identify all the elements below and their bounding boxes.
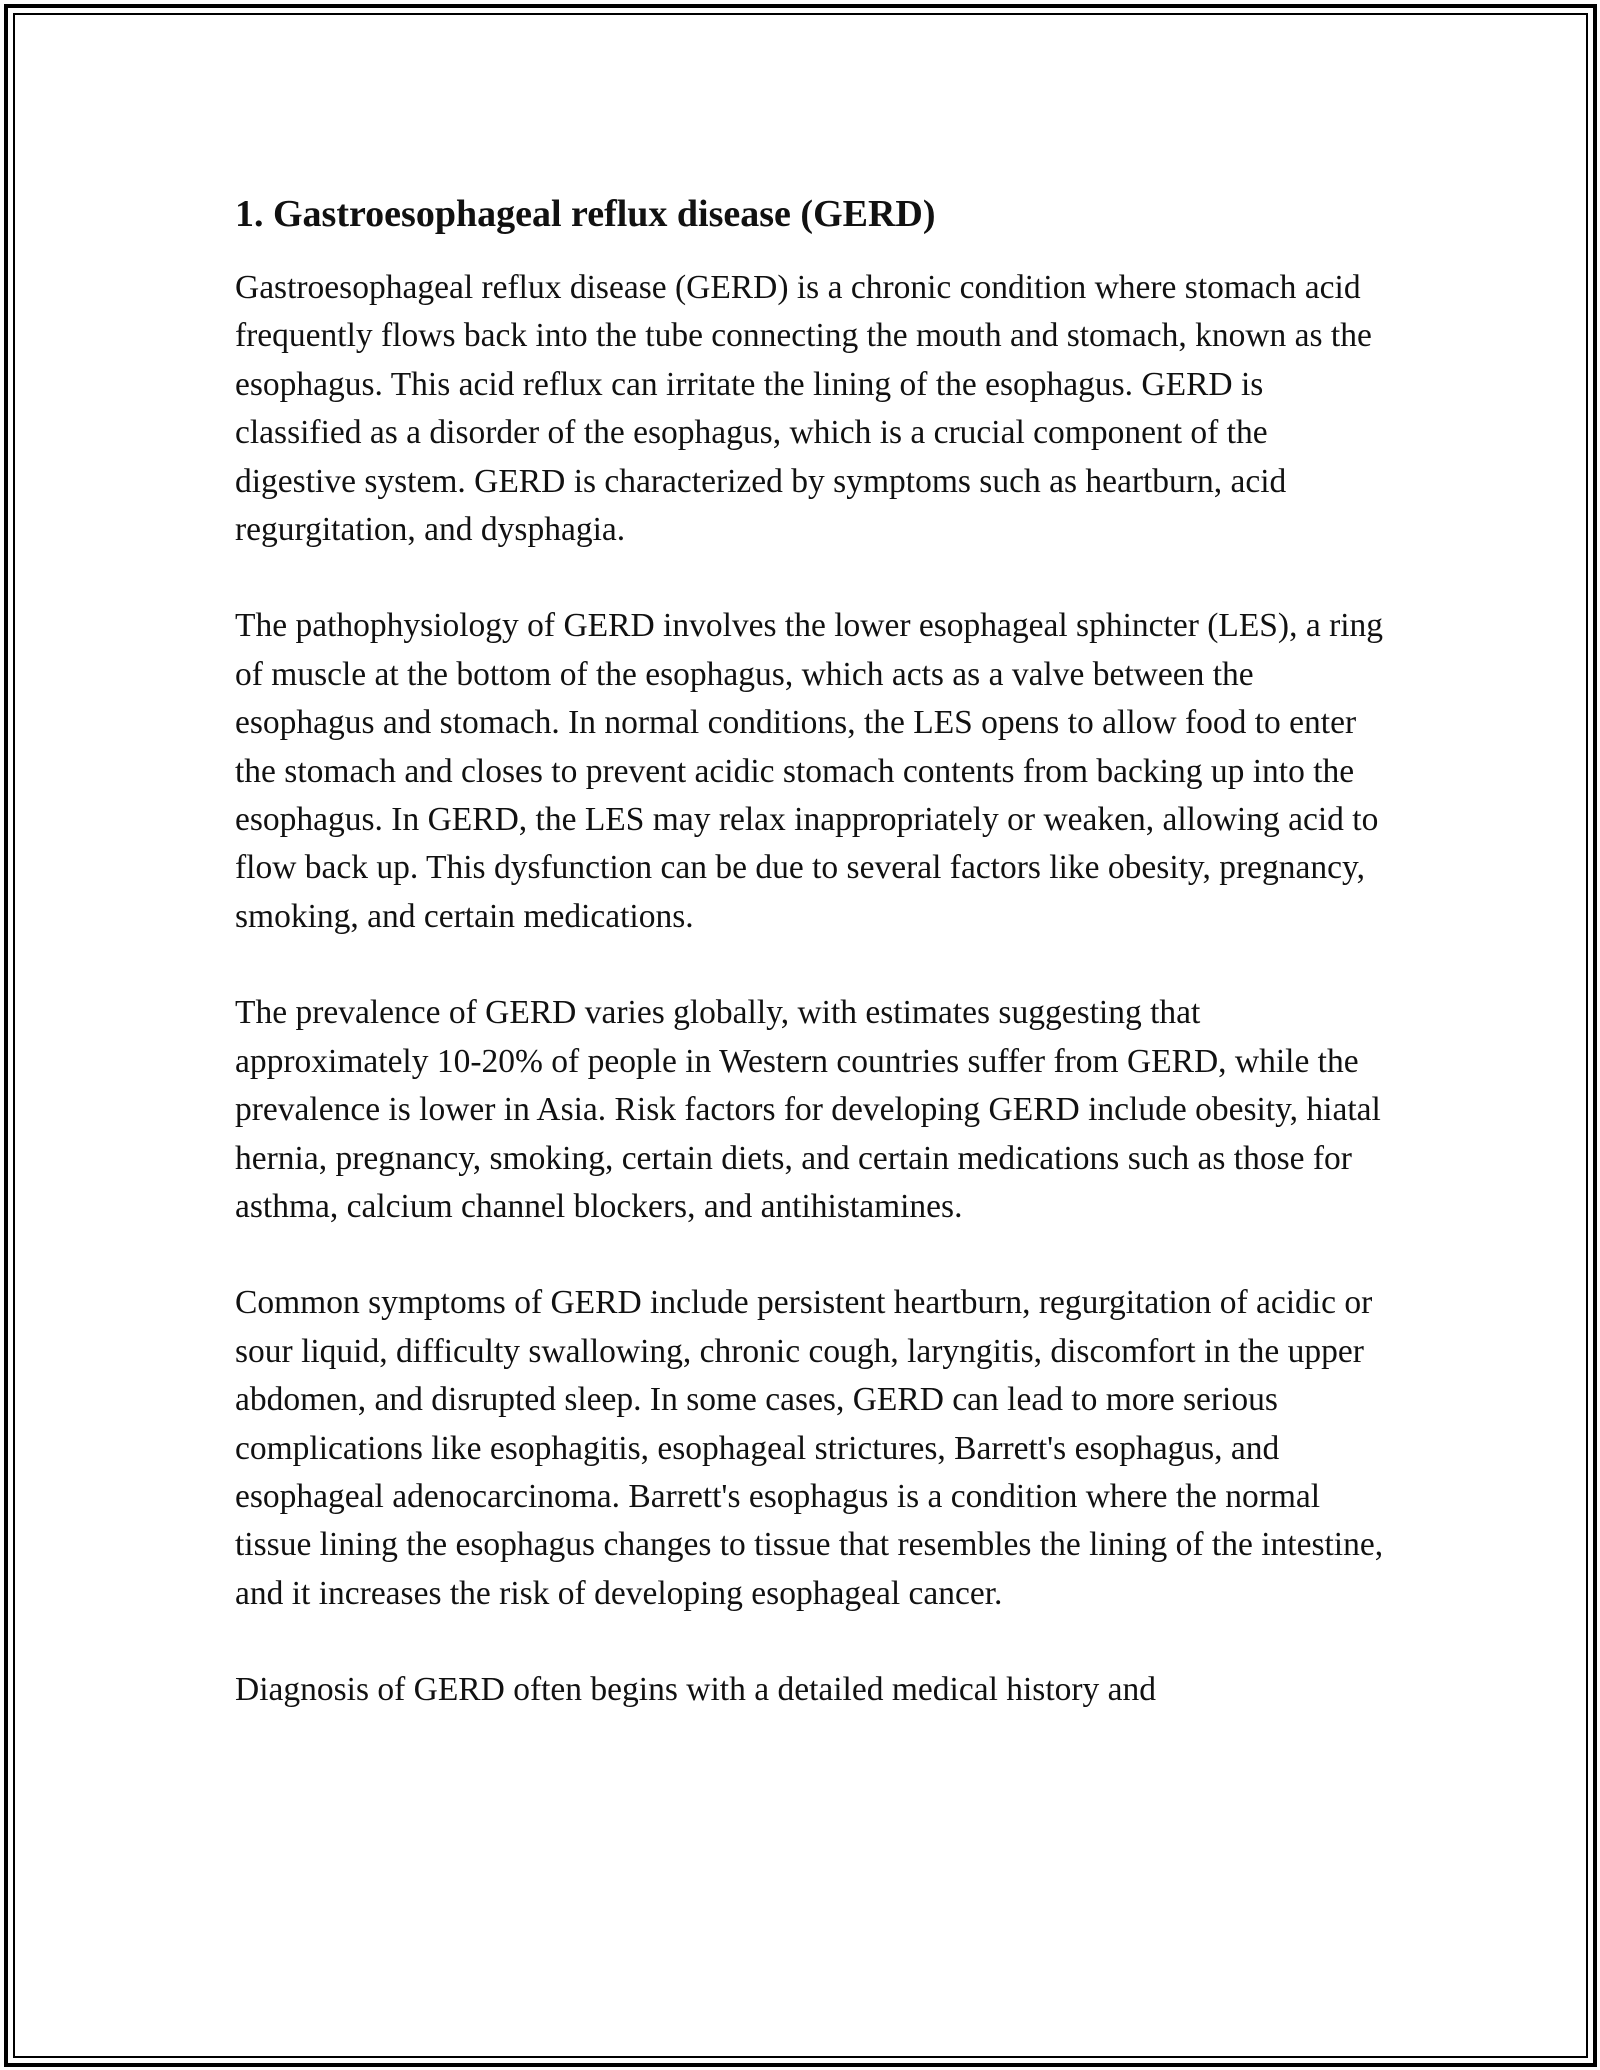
paragraph-definition: Gastroesophageal reflux disease (GERD) is a chronic condition where stomach acid frequently flows back into the tube connecting the mouth and stomach, known as the esophagus. This acid reflux can irritate the lining of the esophagus. GERD is classified as a disorder of the esophagus, which is a crucial component of the digestive system. GERD is characterized by symptoms such as heartburn, acid regurgitation, and dysphagia.	[235, 269, 1372, 549]
paragraph-symptoms: Common symptoms of GERD include persistent heartburn, regurgitation of acidic or sour liquid, difficulty swallowing, chronic cough, laryngitis, discomfort in the upper abdomen, and disrupted sleep. In some cases, GERD can lead to more serious complications like esophagitis, esophageal strictures, Barrett's esophagus, and esophageal adenocarcinoma. Barrett's esophagus is a condition where the normal tissue lining the esophagus changes to tissue that resembles the lining of the intestine, and it increases the risk of developing esophageal cancer.	[235, 1284, 1384, 1612]
paragraph-prevalence: The prevalence of GERD varies globally, with estimates suggesting that approximately 10-20% of people in Western countries suffer from GERD, while the prevalence is lower in Asia. Risk factors for developing GERD include obesity, hiatal hernia, pregnancy, smoking, certain diets, and certain medications such as those for asthma, calcium channel blockers, and antihistamines.	[235, 994, 1381, 1225]
paragraph-pathophysiology: The pathophysiology of GERD involves the lower esophageal sphincter (LES), a ring of muscle at the bottom of the esophagus, which acts as a valve between the esophagus and stomach. In normal conditions, the LES opens to allow food to enter the stomach and closes to prevent acidic stomach contents from backing up into the esophagus. In GERD, the LES may relax inappropriately or weaken, allowing acid to flow back up. This dysfunction can be due to several factors like obesity, pregnancy, smoking, and certain medications.	[235, 607, 1384, 935]
paragraph-diagnosis: Diagnosis of GERD often begins with a detailed medical history and	[235, 1671, 1157, 1709]
document-body	[235, 188, 1385, 1715]
section-heading: 1. Gastroesophageal reflux disease (GERD)	[235, 193, 936, 235]
